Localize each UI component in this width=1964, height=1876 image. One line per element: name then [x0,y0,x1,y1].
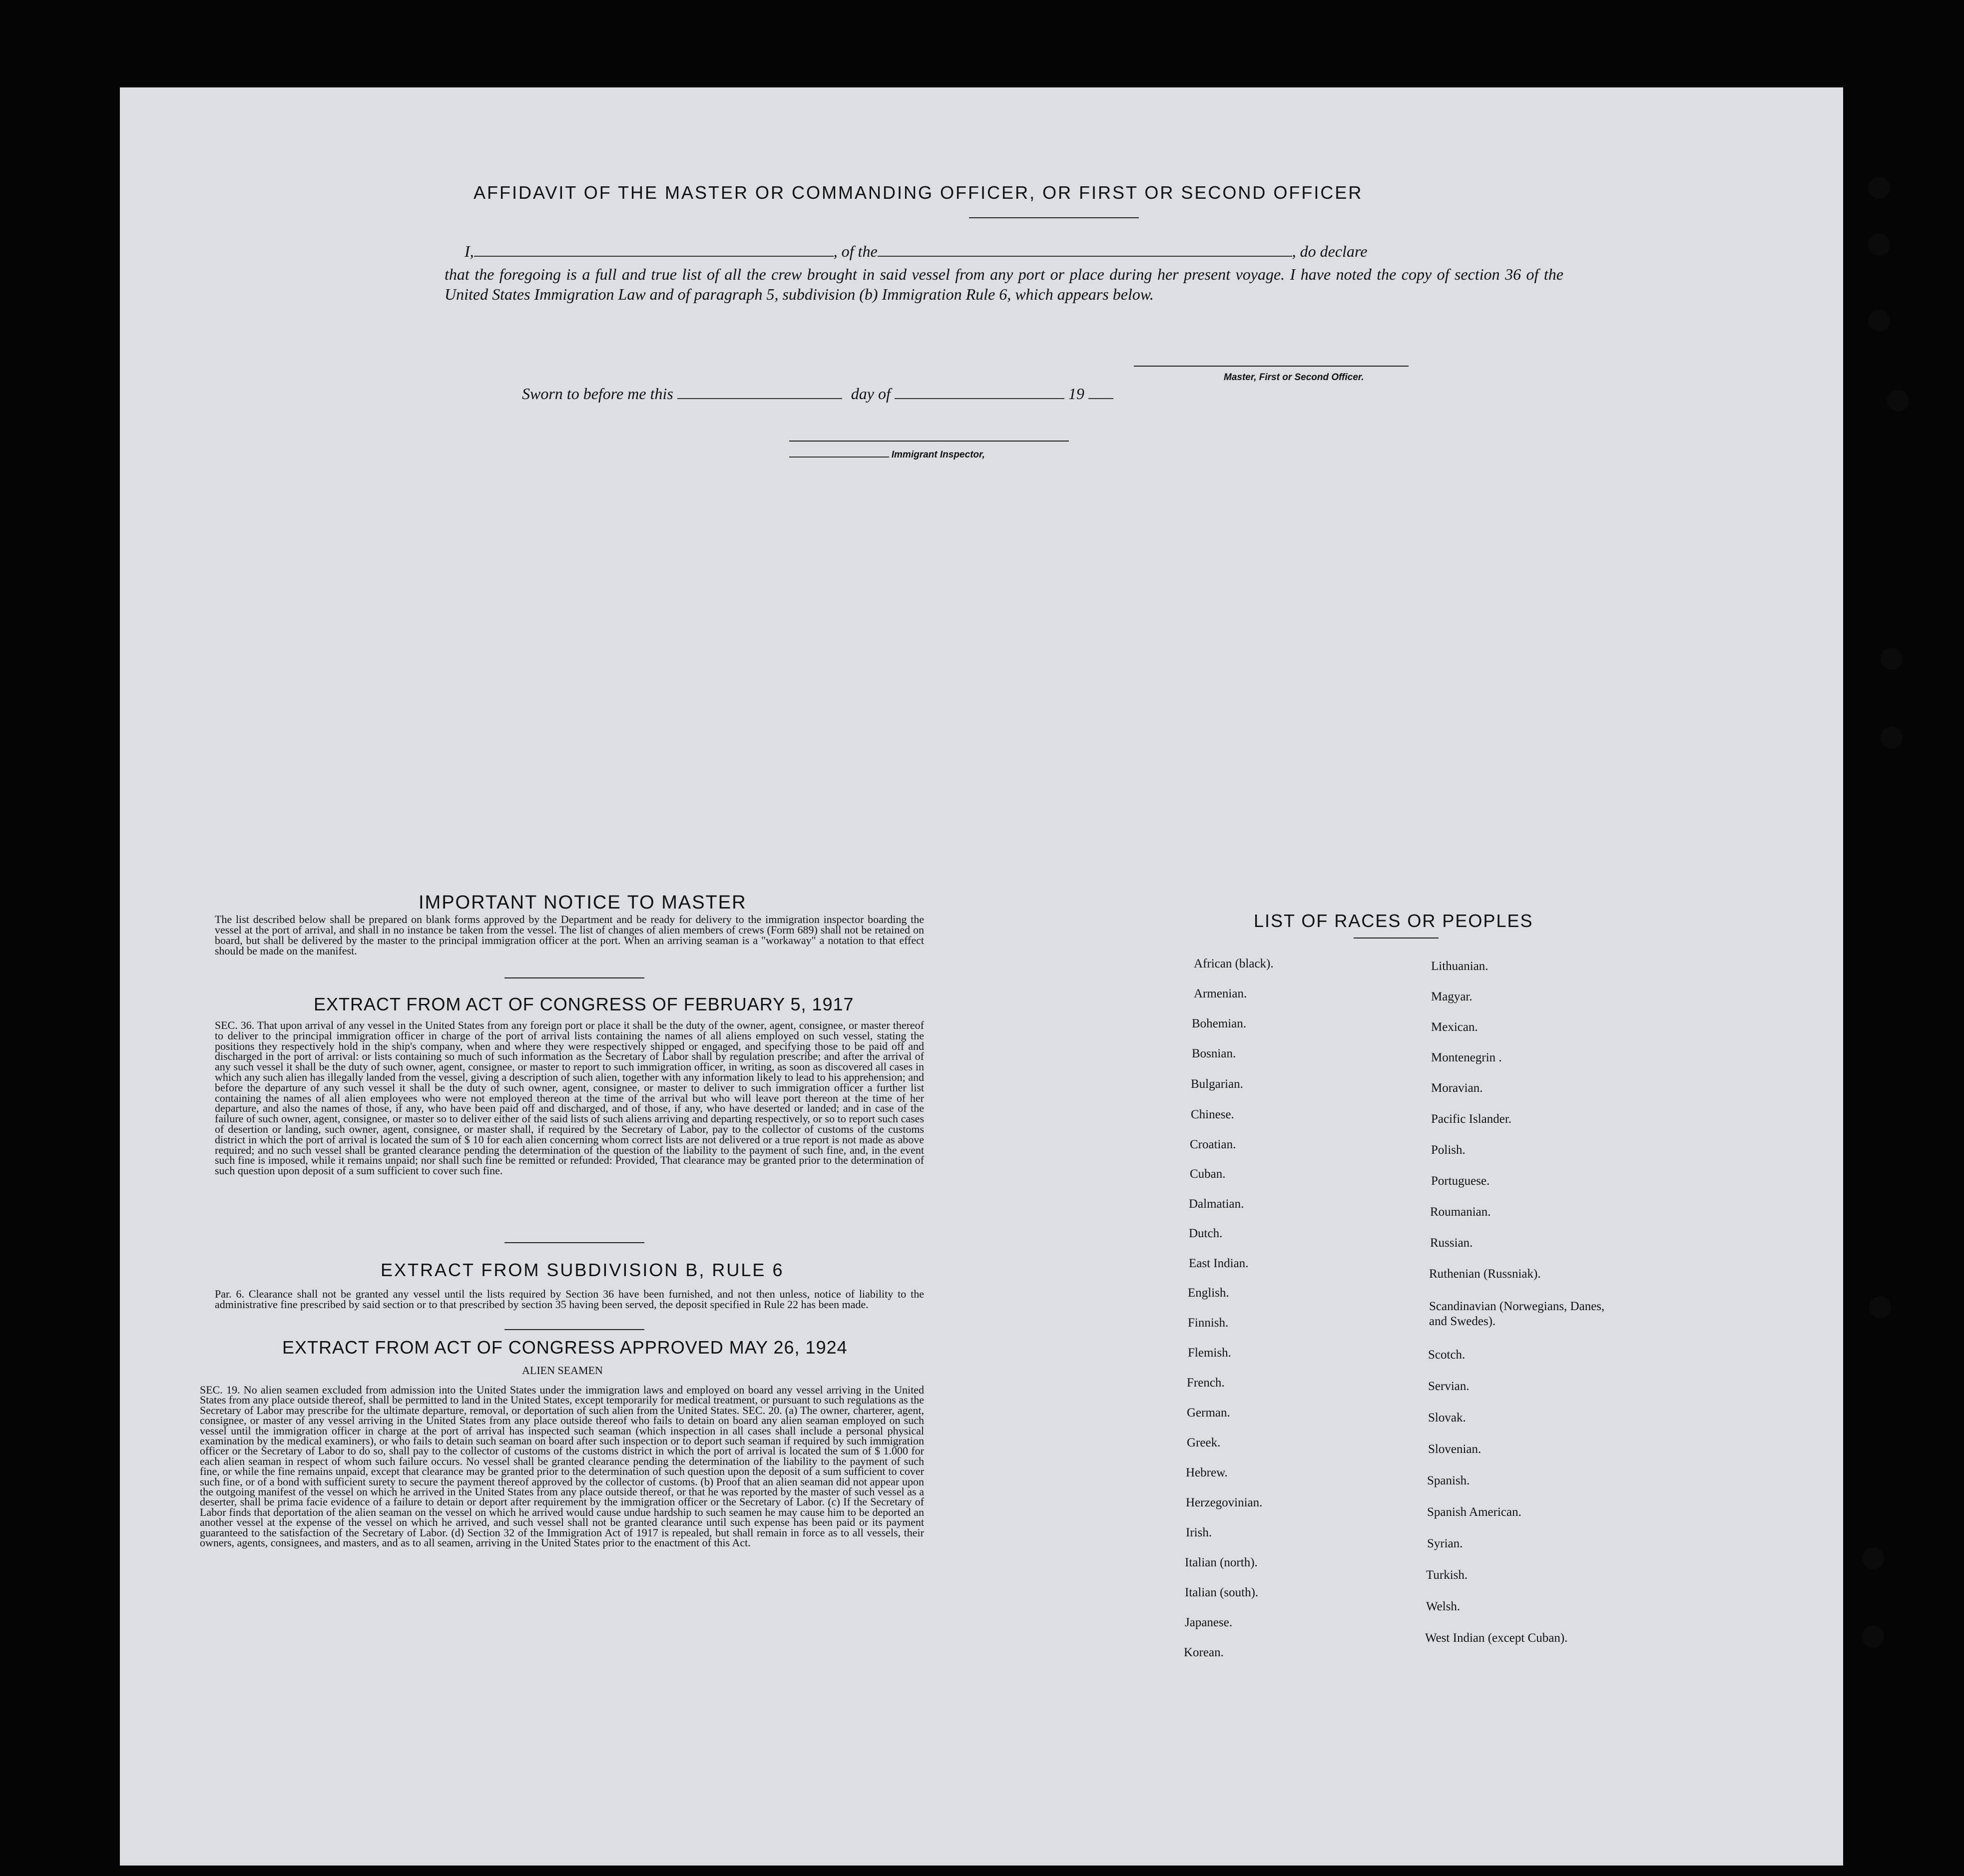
extract-rule6-title: EXTRACT FROM SUBDIVISION B, RULE 6 [381,1260,784,1280]
extract-1924-title: EXTRACT FROM ACT OF CONGRESS APPROVED MAY 26, 1924 [282,1337,848,1358]
race-right-item: Lithuanian. [1431,959,1488,973]
extract-1924-subtitle: ALIEN SEAMEN [522,1364,603,1377]
sworn-year-prefix: 19 [1068,385,1084,403]
race-right-item: Pacific Islander. [1431,1112,1512,1126]
race-left-item: Dutch. [1189,1227,1223,1240]
race-right-item: Moravian. [1431,1081,1483,1095]
race-right-item: West Indian (except Cuban). [1425,1631,1568,1645]
sworn-year-field[interactable] [1088,398,1113,399]
race-right-item: Spanish American. [1427,1505,1521,1519]
race-left-item: Bohemian. [1192,1017,1247,1030]
sworn-line [522,385,1113,403]
race-left-item: Korean. [1184,1646,1224,1659]
race-right-item: Polish. [1431,1143,1466,1157]
extract-1917-body: SEC. 36. That upon arrival of any vessel in the United States from any foreign port or place it shall be the duty of the owner, agent, consignee, or master thereof to deliver to the principal immigration officer in charge of the port of arrival lists containing the names of all aliens employed on such vessel, stating the positions they respectively hold in the ship's company, when and where they were respectively shipped or engaged, and specifying those to be paid off and discharged in the port of arrival: or lists containing so much of such information as the Secretary of Labor shall by regulation prescribe; and after the arrival of any such vessel it shall be the duty of such owner, agent, consignee, or master to report to such immigration officer, in writing, as soon as discovered all cases in which any such alien has illegally landed from the vessel, giving a description of such alien, together with any information likely to lead to his apprehension; and before the departure of any such vessel it shall be the duty of such owner, agent, consignee, or master to deliver to such immigration officer a further list containing the names of all alien employees who were not employed thereon at the time of the arrival but who will leave port thereon at the time of her departure, and also the names of those, if any, who have been paid off and discharged, and of those, if any, who have deserted or landed; and in case of the failure of such owner, agent, consignee, or master so to deliver either of the said lists of such aliens arriving and departing respectively, or so to report such cases of desertion or landing, such owner, agent, consignee, or master shall, if required by the Secretary of Labor, pay to the collector of customs of the customs district in which the port of arrival is located the sum of $ 10 for each alien concerning whom correct lists are not delivered or a true report is not made as above required; and no such vessel shall be granted clearance pending the determination of the question of the liability to the payment of such fine, and, in the event such fine is imposed, while it remains unpaid; nor shall such fine be remitted or refunded: Provided, That clearance may be granted prior to the determination of such question upon deposit of a sum sufficient to cover such fine. [215,1019,924,1177]
inspector-label-text: Immigrant Inspector, [891,450,985,460]
notice-divider [504,977,644,978]
race-right-item: Montenegrin . [1431,1051,1502,1064]
race-left-item: Bosnian. [1192,1047,1236,1060]
master-signature-label: Master, First or Second Officer. [1224,372,1364,383]
race-left-item: Japanese. [1185,1616,1233,1629]
extract-rule6-divider [504,1329,644,1330]
notice-body: The list described below shall be prepared on blank forms approved by the Department and be ready for delivery to the immigration inspector boarding the vessel at the port of arrival, and shall in no instance be taken from the vessel. The list of changes of alien members of crews (Form 689) shall not be retained on board, but shall be delivered by the master to the principal immigration officer at the port. When an arriving seaman is a "workaway" a notation to that effect should be made on the manifest. [215,913,924,957]
inspector-label [789,450,985,461]
vessel-name-field[interactable] [878,256,1292,257]
inspector-signature-line[interactable] [789,441,1069,442]
race-left-item: German. [1187,1406,1230,1419]
race-left-item: French. [1187,1376,1225,1390]
race-left-item: Flemish. [1188,1346,1231,1360]
race-right-item: Ruthenian (Russniak). [1429,1267,1541,1281]
race-left-item: Finnish. [1188,1316,1229,1330]
binder-hole [1887,390,1909,412]
race-left-item: Croatian. [1190,1138,1236,1151]
race-left-item: Greek. [1187,1436,1221,1449]
race-left-item: Cuban. [1190,1167,1226,1181]
master-signature-line[interactable] [1134,366,1409,367]
binder-hole [1868,310,1890,332]
race-right-item: Russian. [1430,1236,1473,1250]
master-name-field[interactable] [474,256,834,257]
race-right-item: Slovenian. [1428,1442,1481,1456]
race-left-item: Herzegovinian. [1186,1496,1263,1509]
declaration-line [465,242,1558,261]
race-right-item: Welsh. [1426,1600,1461,1613]
declaration-i: I, [465,242,474,260]
binder-hole [1881,727,1903,749]
race-left-item: Chinese. [1191,1108,1234,1121]
race-right-item: Slovak. [1428,1411,1466,1424]
sworn-day-field[interactable] [677,398,842,399]
race-left-item: English. [1188,1286,1229,1300]
sworn-prefix: Sworn to before me this [522,385,673,403]
race-left-item: Bulgarian. [1191,1077,1243,1091]
race-right-item: Mexican. [1431,1020,1478,1034]
extract-rule6-body: Par. 6. Clearance shall not be granted any vessel until the lists required by Section 36 have been furnished, and not then unless, notice of liability to the administrative fine prescribed by said section or to that prescribed by section 35 having been served, the deposit specified in Rule 22 has been made. [215,1288,924,1311]
race-right-item: Servian. [1428,1380,1470,1393]
race-right-item: Magyar. [1431,990,1473,1003]
race-right-item: Spanish. [1427,1474,1470,1487]
race-left-item: African (black). [1194,957,1274,970]
document-page [120,87,1843,1866]
declaration-of-the: , of the [833,242,878,260]
race-right-item: Syrian. [1427,1537,1463,1550]
declaration-body: that the foregoing is a full and true list of all the crew brought in said vessel from any port or place during her present voyage. I have noted the copy of section 36 of the United States Immigration Law and of paragraph 5, subdivision (b) Immigration Rule 6, which appears below. [445,265,1563,303]
race-right-item: Scandinavian (Norwegians, Danes, and Swedes). [1429,1300,1605,1328]
sworn-month-field[interactable] [895,398,1064,399]
binder-hole [1868,234,1890,256]
binder-hole [1868,177,1890,199]
extract-1917-title: EXTRACT FROM ACT OF CONGRESS OF FEBRUARY 5, 1917 [314,994,854,1014]
race-right-item: Portuguese. [1431,1174,1490,1188]
notice-title: IMPORTANT NOTICE TO MASTER [419,892,747,913]
extract-1924-body: SEC. 19. No alien seamen excluded from admission into the United States under the immigration laws and employed on board any vessel arriving in the United States from any place outside thereof, shall be permitted to land in the United States, except temporarily for medical treatment, or pursuant to such regulations as the Secretary of Labor may prescribe for the ultimate departure, removal, or deportation of such alien from the United States. SEC. 20. (a) The owner, charterer, agent, consignee, or master of any vessel arriving in the United States from any place outside thereof who fails to detain on board any alien seaman employed on such vessel until the immigration officer in charge at the port of arrival has inspected such seaman (which inspection in all cases shall include a personal physical examination by the medical examiners), or who fails to detain such seaman on board after such inspection or to deport such seaman if required by such immigration officer or the Secretary of Labor to do so, shall pay to the collector of customs of the customs district in which the port of arrival is located the sum of $ 1.000 for each alien seaman in respect of whom such failure occurs. No vessel shall be granted clearance pending the determination of the liability to the payment of such fine, or while the fine remains unpaid, except that clearance may be granted prior to the determination of such question upon the deposit of a sum sufficient to cover such fine, or of a bond with sufficient surety to secure the payment thereof approved by the collector of customs. (b) Proof that an alien seaman did not appear upon the outgoing manifest of the vessel on which he arrived in the United States from any place outside thereof, or that he was reported by the master of such vessel as a deserter, shall be prima facie evidence of a failure to detain or deport after requirement by the immigration officer or the Secretary of Labor. (c) If the Secretary of Labor finds that deportation of the alien seaman on the vessel on which he arrived would cause undue hardship to such seamen he may cause him to be deported an another vessel at the expense of the vessel on which he arrived, and such vessel shall not be granted clearance until such expense has been paid or its payment guaranteed to the satisfaction of the Secretary of Labor. (d) Section 32 of the Immigration Act of 1917 is repealed, but shall remain in force as to all vessels, their owners, agents, consignees, and masters, and as to all seamen, arriving in the United States prior to the enactment of this Act. [200,1384,924,1549]
inspector-label-leader [789,457,889,458]
race-left-item: Dalmatian. [1189,1197,1244,1211]
race-left-item: Armenian. [1194,987,1247,1000]
binder-hole [1862,1547,1884,1569]
binder-hole [1869,1296,1891,1318]
race-right-item: Roumanian. [1430,1205,1491,1219]
sworn-day-of: day of [851,385,891,403]
race-left-item: Irish. [1186,1526,1212,1539]
race-right-item: Scotch. [1428,1348,1466,1362]
races-title: LIST OF RACES OR PEOPLES [1254,911,1533,931]
race-left-item: Hebrew. [1186,1466,1228,1479]
race-left-item: Italian (south). [1185,1586,1259,1599]
title-underline [969,217,1139,218]
race-right-item: Turkish. [1426,1568,1468,1582]
binder-hole [1862,1626,1884,1648]
race-left-item: Italian (north). [1185,1556,1258,1569]
extract-1917-divider [504,1242,644,1243]
declaration-do-declare: , do declare [1292,242,1368,260]
binder-hole [1881,648,1903,670]
race-left-item: East Indian. [1189,1257,1249,1270]
affidavit-title: AFFIDAVIT OF THE MASTER OR COMMANDING OFFICER, OR FIRST OR SECOND OFFICER [474,182,1363,203]
